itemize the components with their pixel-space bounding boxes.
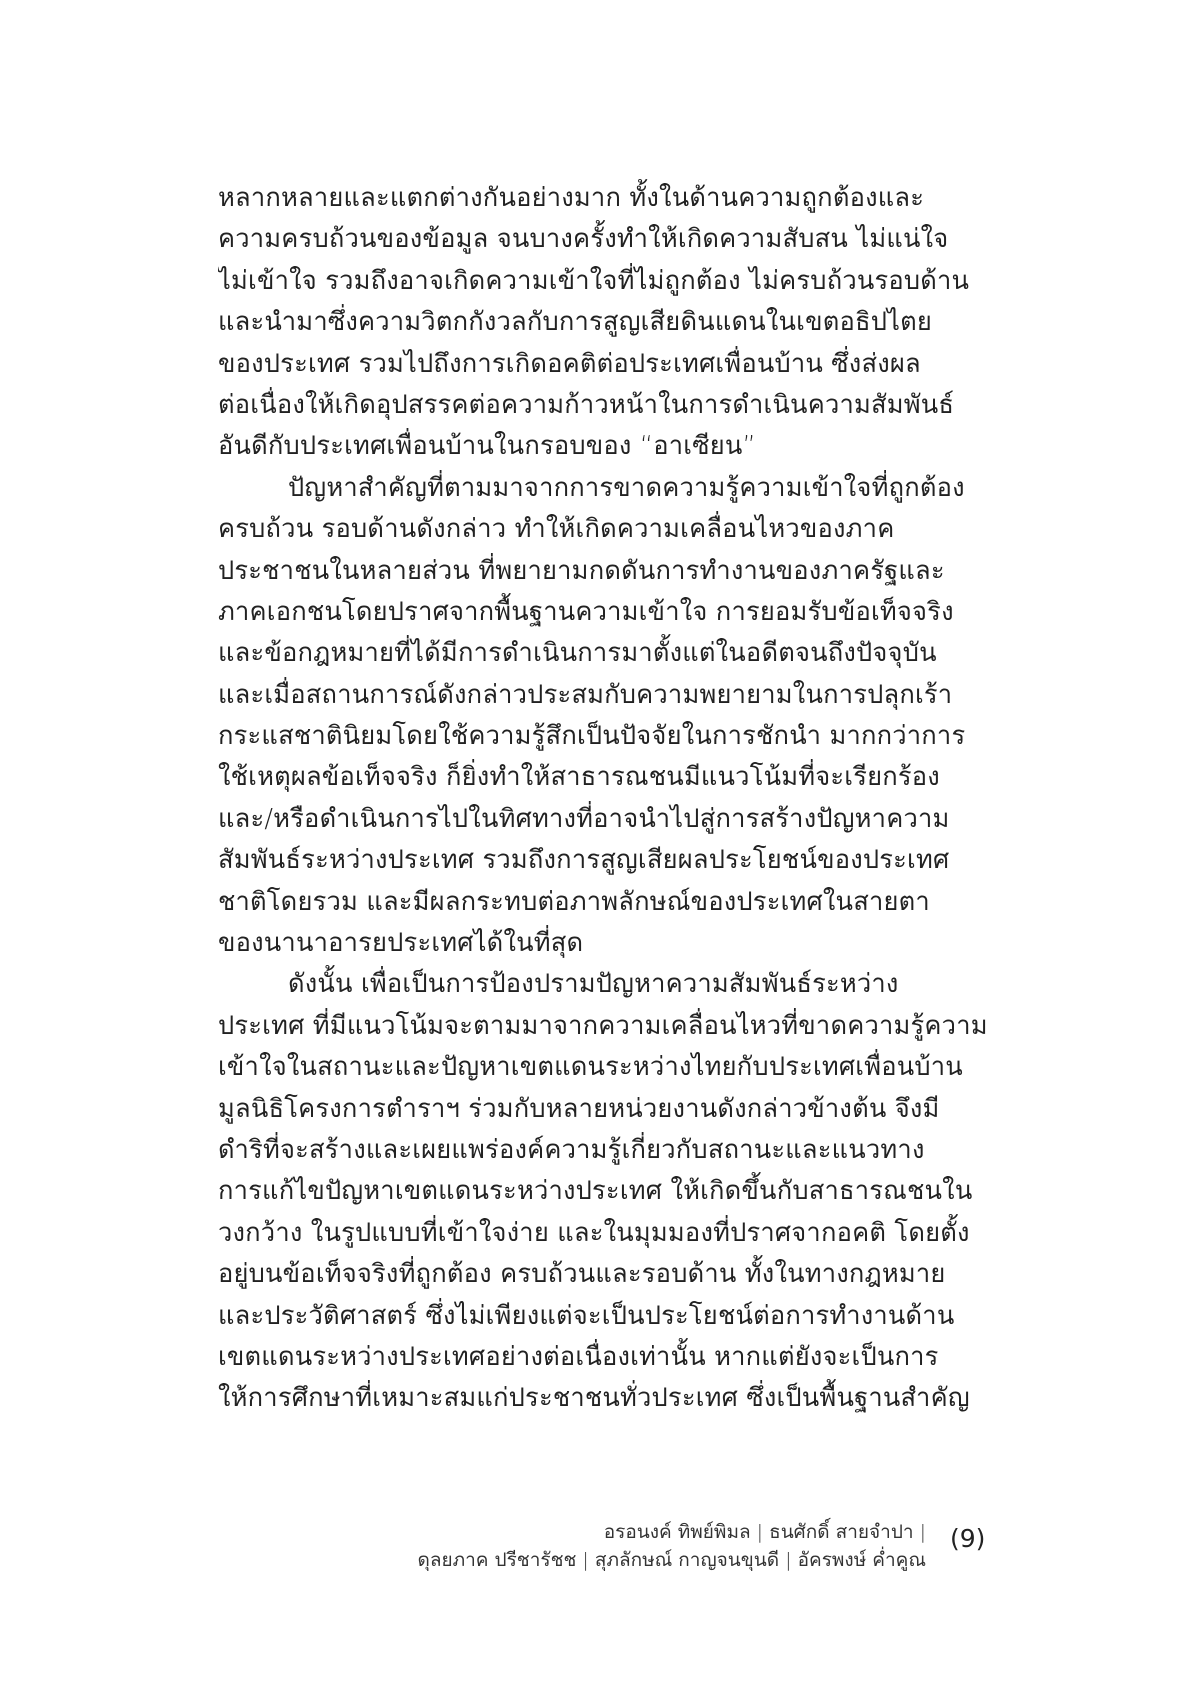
text-line: อยู่บนข้อเท็จจริงที่ถูกต้อง ครบถ้วนและรอบด้าน ทั้งในทางกฎหมาย	[218, 1259, 946, 1290]
author-line-2: ดุลยภาค ปรีชารัชช | สุภลักษณ์ กาญจนขุนดี | อัครพงษ์ ค่ำคูณ	[417, 1549, 926, 1571]
text-line: ต่อเนื่องให้เกิดอุปสรรคต่อความก้าวหน้าในการดำเนินความสัมพันธ์	[218, 389, 955, 420]
text-line: และนำมาซึ่งความวิตกกังวลกับการสูญเสียดินแดนในเขตอธิปไตย	[218, 307, 933, 338]
text-line: ภาคเอกชนโดยปราศจากพื้นฐานความเข้าใจ การยอมรับข้อเท็จจริง	[218, 596, 954, 627]
text-line: เขตแดนระหว่างประเทศอย่างต่อเนื่องเท่านั้น หากแต่ยังจะเป็นการ	[218, 1341, 939, 1372]
text-line: ไม่เข้าใจ รวมถึงอาจเกิดความเข้าใจที่ไม่ถูกต้อง ไม่ครบถ้วนรอบด้าน	[218, 265, 970, 296]
text-line: ดำริที่จะสร้างและเผยแพร่องค์ความรู้เกี่ยวกับสถานะและแนวทาง	[218, 1134, 925, 1165]
paragraph-3	[218, 964, 993, 1419]
text-line: กระแสชาตินิยมโดยใช้ความรู้สึกเป็นปัจจัยในการชักนำ มากกว่าการ	[218, 721, 966, 752]
text-line: และข้อกฎหมายที่ได้มีการดำเนินการมาตั้งแต่ในอดีตจนถึงปัจจุบัน	[218, 638, 937, 669]
author-credits	[417, 1518, 926, 1574]
text-line: ของประเทศ รวมไปถึงการเกิดอคติต่อประเทศเพื่อนบ้าน ซึ่งส่งผล	[218, 348, 921, 379]
text-line: ปัญหาสำคัญที่ตามมาจากการขาดความรู้ความเข้าใจที่ถูกต้อง	[288, 472, 965, 503]
paragraph-2	[218, 468, 993, 965]
body-text	[218, 178, 993, 1420]
text-line: ความครบถ้วนของข้อมูล จนบางครั้งทำให้เกิดความสับสน ไม่แน่ใจ	[218, 224, 949, 255]
page-number: (9)	[950, 1524, 986, 1553]
text-line: อันดีกับประเทศเพื่อนบ้านในกรอบของ “อาเซียน”	[218, 431, 756, 462]
page-footer	[0, 1518, 1189, 1598]
text-line: มูลนิธิโครงการตำราฯ ร่วมกับหลายหน่วยงานดังกล่าวข้างต้น จึงมี	[218, 1093, 940, 1124]
author-line-1: อรอนงค์ ทิพย์พิมล | ธนศักดิ์ สายจำปา |	[603, 1521, 926, 1543]
text-line: สัมพันธ์ระหว่างประเทศ รวมถึงการสูญเสียผลประโยชน์ของประเทศ	[218, 845, 950, 876]
text-line: หลากหลายและแตกต่างกันอย่างมาก ทั้งในด้านความถูกต้องและ	[218, 183, 925, 213]
text-line: ครบถ้วน รอบด้านดังกล่าว ทำให้เกิดความเคลื่อนไหวของภาค	[218, 514, 895, 545]
text-line: ของนานาอารยประเทศได้ในที่สุด	[218, 928, 584, 959]
paragraph-1	[218, 178, 993, 468]
text-line: การแก้ไขปัญหาเขตแดนระหว่างประเทศ ให้เกิดขึ้นกับสาธารณชนใน	[218, 1176, 973, 1207]
text-line: ชาติโดยรวม และมีผลกระทบต่อภาพลักษณ์ของประเทศในสายตา	[218, 886, 930, 917]
text-line: ใช้เหตุผลข้อเท็จจริง ก็ยิ่งทำให้สาธารณชนมีแนวโน้มที่จะเรียกร้อง	[218, 762, 940, 793]
text-line: และเมื่อสถานการณ์ดังกล่าวประสมกับความพยายามในการปลุกเร้า	[218, 679, 953, 710]
text-line: และ/หรือดำเนินการไปในทิศทางที่อาจนำไปสู่การสร้างปัญหาความ	[218, 803, 950, 834]
text-line: ให้การศึกษาที่เหมาะสมแก่ประชาชนทั่วประเทศ ซึ่งเป็นพื้นฐานสำคัญ	[218, 1383, 970, 1414]
text-line: ประชาชนในหลายส่วน ที่พยายามกดดันการทำงานของภาครัฐและ	[218, 555, 945, 586]
text-line: ประเทศ ที่มีแนวโน้มจะตามมาจากความเคลื่อนไหวที่ขาดความรู้ความ	[218, 1010, 988, 1041]
text-line: เข้าใจในสถานะและปัญหาเขตแดนระหว่างไทยกับประเทศเพื่อนบ้าน	[218, 1052, 963, 1083]
text-line: วงกว้าง ในรูปแบบที่เข้าใจง่าย และในมุมมองที่ปราศจากอคติ โดยตั้ง	[218, 1217, 970, 1248]
text-line: ดังนั้น เพื่อเป็นการป้องปรามปัญหาความสัมพันธ์ระหว่าง	[288, 969, 899, 1000]
text-line: และประวัติศาสตร์ ซึ่งไม่เพียงแต่จะเป็นประโยชน์ต่อการทำงานด้าน	[218, 1300, 955, 1331]
